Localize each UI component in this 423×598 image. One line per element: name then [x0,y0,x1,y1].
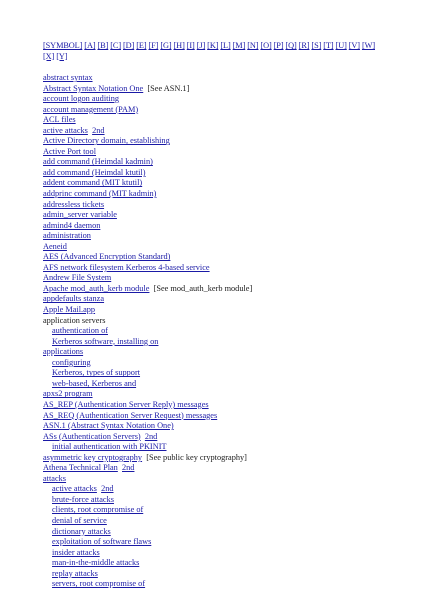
alpha-nav-link[interactable]: [T] [323,41,334,50]
index-entry [43,400,403,411]
alpha-nav-link[interactable]: [D] [123,41,135,50]
index-link[interactable]: Abstract Syntax Notation One [43,83,144,93]
alpha-nav-link[interactable]: [Y] [56,51,68,61]
alpha-nav-link[interactable]: [O] [260,41,272,50]
index-link[interactable]: denial of service [52,515,107,525]
index-link[interactable]: abstract syntax [43,73,93,82]
index-subentry [43,484,403,495]
index-link[interactable]: AS_REQ (Authentication Server Request) messages [43,410,218,420]
index-link[interactable]: Kerberos, types of support [52,368,141,378]
index-link[interactable]: web-based, Kerberos and [52,378,137,388]
index-entry [43,168,403,179]
index-link[interactable]: man-in-the-middle attacks [52,558,140,568]
index-subentry [43,368,403,379]
index-subentry [43,516,403,527]
index-link[interactable]: add command (Heimdal kadmin) [43,157,153,167]
index-link[interactable]: brute-force attacks [52,494,114,504]
index-link[interactable]: AFS network filesystem Kerberos 4-based service [43,262,210,272]
alpha-nav-link[interactable]: [U] [335,41,347,50]
index-link[interactable]: administration [43,231,91,241]
index-entry [43,263,403,274]
alpha-nav-link[interactable]: [B] [97,41,109,50]
index-entry [43,463,403,474]
index-link[interactable]: configuring [52,357,91,367]
alpha-nav-link[interactable]: [R] [298,41,310,50]
index-link[interactable]: exploitation of software flaws [52,537,152,547]
alpha-nav-link[interactable]: [W] [361,41,375,50]
index-entry [43,178,403,189]
index-link[interactable]: Apache mod_auth_kerb module [43,283,150,293]
index-entry [43,231,403,242]
index-link[interactable]: AES (Advanced Encryption Standard) [43,252,171,262]
alpha-nav-link[interactable]: [G] [160,41,172,50]
index-subentry [43,527,403,538]
index-link[interactable]: AS_REP (Authentication Server Reply) messages [43,399,209,409]
index-link[interactable]: 2nd [122,463,135,473]
index-text: application servers [43,315,106,325]
index-entry [43,200,403,211]
index-link[interactable]: admin_server variable [43,210,117,220]
alpha-nav-link[interactable]: [SYMBOL] [43,41,83,50]
index-link[interactable]: ASN.1 (Abstract Syntax Notation One) [43,421,174,431]
index-link[interactable]: Active Directory domain, establishing [43,136,170,146]
alphabet-index-nav [43,41,388,62]
index-entry [43,157,403,168]
index-text: [See mod_auth_kerb module] [153,283,253,293]
index-entry [43,147,403,158]
index-link[interactable]: Kerberos software, installing on [52,336,159,346]
index-entry [43,411,403,422]
index-link[interactable]: addressless tickets [43,199,105,209]
index-entry [43,105,403,116]
index-link[interactable]: Active Port tool [43,146,97,156]
index-entry [43,453,403,464]
index-subentry [43,379,403,390]
index-subentry [43,337,403,348]
index-link[interactable]: 2nd [92,125,105,135]
index-link[interactable]: add command (Heimdal ktutil) [43,167,146,177]
index-entry [43,84,403,95]
alpha-nav-link[interactable]: [C] [110,41,122,50]
index-link[interactable]: account management (PAM) [43,104,139,114]
index-link[interactable]: ACL files [43,115,76,125]
index-link[interactable]: Apple Mail.app [43,305,96,315]
alpha-nav-link[interactable]: [P] [273,41,284,50]
index-subentry [43,537,403,548]
alpha-nav-link[interactable]: [A] [84,41,96,50]
index-entry [43,115,403,126]
alpha-nav-link[interactable]: [E] [136,41,147,50]
index-entry [43,210,403,221]
alpha-nav-link[interactable]: [I] [186,41,195,50]
index-entry [43,284,403,295]
index-link[interactable]: addent command (MIT ktutil) [43,178,143,188]
index-subentry [43,326,403,337]
alpha-nav-link[interactable]: [J] [196,41,206,50]
index-entry [43,389,403,400]
index-link[interactable]: apxs2 program [43,389,93,399]
index-link[interactable]: servers, root compromise of [52,579,146,589]
index-link[interactable]: 2nd [144,431,158,441]
index-entry [43,136,403,147]
index-subentry [43,579,403,590]
index-subentry [43,358,403,369]
index-link[interactable]: asymmetric key cryptography [43,452,143,462]
index-entry [43,189,403,200]
index-link[interactable]: active attacks [43,125,88,135]
index-link[interactable]: insider attacks [52,547,100,557]
index-link[interactable]: active attacks [52,484,97,494]
index-link[interactable]: clients, root compromise of [52,505,144,515]
index-subentry [43,548,403,559]
index-link[interactable]: appdefaults stanza [43,294,105,304]
alpha-nav-link[interactable]: [X] [43,51,55,61]
index-link[interactable]: 2nd [101,484,114,494]
index-entry [43,474,403,485]
index-link[interactable]: replay attacks [52,568,98,578]
index-entry [43,432,403,443]
index-link[interactable]: dictionary attacks [52,526,111,536]
index-entry [43,294,403,305]
index-link[interactable]: account logon auditing [43,94,120,104]
index-link[interactable]: Andrew File System [43,273,112,283]
index-entry [43,242,403,253]
index-entry [43,73,403,84]
alpha-nav-link[interactable]: [V] [348,41,360,50]
alpha-nav-link[interactable]: [M] [232,41,246,50]
index-link[interactable]: applications [43,347,84,357]
alpha-nav-link[interactable]: [K] [207,41,219,50]
index-entry [43,94,403,105]
index-entry [43,126,403,137]
index-text: [See ASN.1] [147,83,190,93]
index-link[interactable]: admind4 daemon [43,220,101,230]
alpha-nav-link[interactable]: [S] [311,41,322,50]
index-entry [43,252,403,263]
index-link[interactable]: ASs (Authentication Servers) [43,431,141,441]
index-entry [43,305,403,316]
alpha-nav-link[interactable]: [L] [220,41,231,50]
index-link[interactable]: addprinc command (MIT kadmin) [43,189,157,199]
index-subentry [43,558,403,569]
index-subentry [43,442,403,453]
alpha-nav-link[interactable]: [F] [148,41,159,50]
index-entry [43,421,403,432]
index-link[interactable]: attacks [43,473,67,483]
alpha-nav-link[interactable]: [N] [247,41,259,50]
index-link[interactable]: Athena Technical Plan [43,463,118,473]
alpha-nav-link[interactable]: [Q] [285,41,297,50]
index-subentry [43,495,403,506]
index-link[interactable]: initial authentication with PKINIT [52,442,167,452]
index-subentry [43,505,403,516]
index-entry [43,221,403,232]
index-entry [43,273,403,284]
index-link[interactable]: authentication of [52,326,108,336]
index-subentry [43,569,403,580]
index-entry-list [43,73,403,590]
index-text: [See public key cryptography] [146,452,247,462]
alpha-nav-link[interactable]: [H] [173,41,185,50]
index-entry [43,347,403,358]
index-link[interactable]: Aeneid [43,241,67,251]
index-entry [43,316,403,327]
